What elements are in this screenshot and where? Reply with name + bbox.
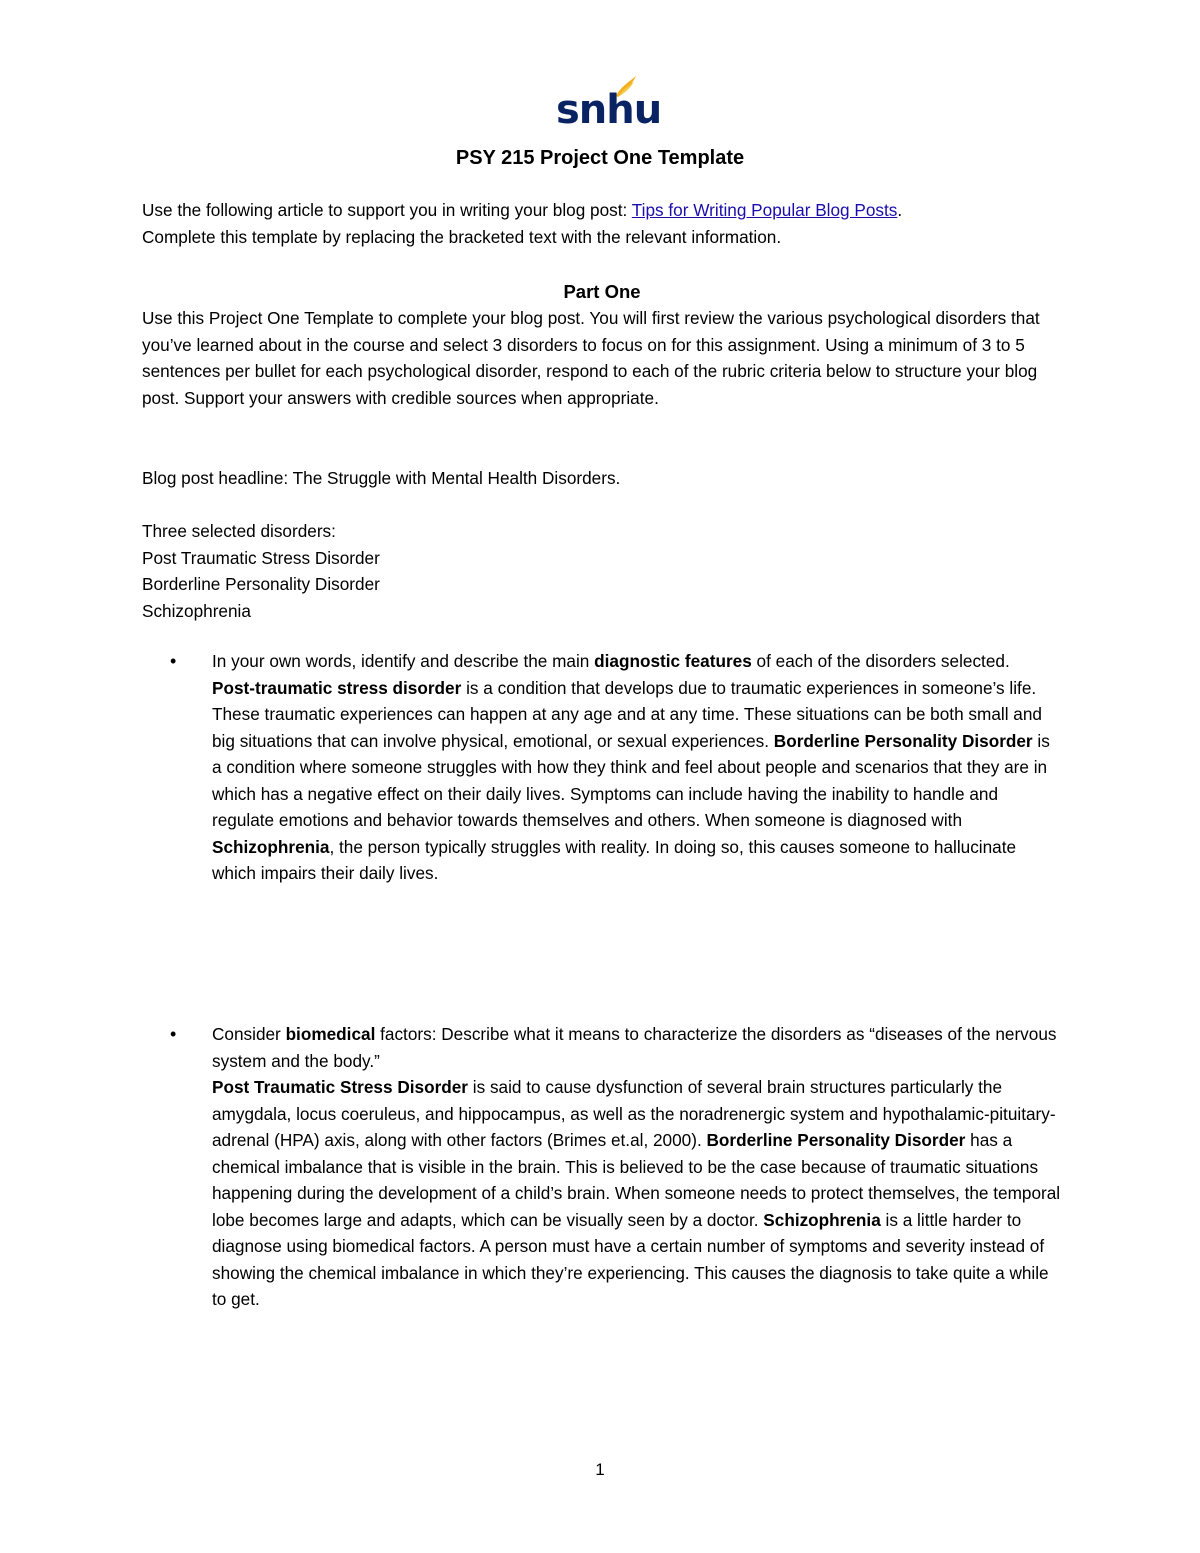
selected-disorders: [142, 518, 1062, 624]
disorder-term: Post Traumatic Stress Disorder: [212, 1077, 468, 1097]
part-one-paragraph: Use this Project One Template to complete your blog post. You will first review the various psychological disorders that you’ve learned about in the course and select 3 disorders to focus on for this assignment. Using a minimum of 3 to 5 sentences per bullet for each psychological disorder, respond to each of the rubric criteria below to structure your blog post. Support your answers with credible sources when appropriate.: [142, 308, 1040, 408]
part-one-heading: Part One: [563, 281, 641, 302]
bullet-icon: •: [170, 1024, 177, 1044]
answer-text: is said to cause dysfunction of several brain structures particularly the amygdala, locus coeruleus, and hippocampus, as well as the noradrenergic system and hypothalamic-pituitary-adrenal (HPA) axis, along with other factors (Brimes et.al, 2000).: [212, 1077, 1056, 1150]
answer-text: has a chemical imbalance that is visible in the brain. This is believed to be the case because of traumatic situations happening during the development of a child’s brain. When someone needs to protect themselves, the temporal lobe becomes large and adapts, which can be visually seen by a doctor.: [212, 1130, 1061, 1230]
bullet-body: [212, 1021, 1062, 1313]
answer-text: is a condition that develops due to traumatic experiences in someone’s life. These traumatic experiences can happen at any age and at any time. These situations can be both small and big situations that can involve physical, emotional, or sexual experiences.: [212, 677, 1042, 751]
intro-text: [142, 197, 1062, 250]
snhu-logo: [556, 74, 662, 134]
page-number: 1: [595, 1460, 605, 1479]
blog-headline: Blog post headline: The Struggle with Mental Health Disorders.: [142, 468, 621, 488]
prompt-text: Consider: [212, 1024, 286, 1044]
selected-item: Post Traumatic Stress Disorder: [142, 547, 380, 568]
selected-item: Schizophrenia: [142, 600, 251, 621]
prompt-text: of each of the disorders selected.: [751, 651, 1010, 671]
intro-suffix: .: [897, 200, 903, 220]
answer-text: , the person typically struggles with reality. In doing so, this causes someone to hallucinate which impairs their daily lives.: [212, 836, 1017, 883]
bullet-answer: [212, 675, 1062, 887]
disorder-term: Schizophrenia: [212, 836, 330, 857]
logo-text: snhu: [556, 87, 662, 133]
selected-label: Three selected disorders:: [142, 521, 336, 541]
selected-item: Borderline Personality Disorder: [142, 574, 380, 594]
bullet-prompt: [212, 1021, 1062, 1074]
intro-prefix: Use the following article to support you in writing your blog post:: [142, 200, 632, 220]
prompt-keyword: biomedical: [285, 1024, 376, 1044]
disorder-term: Borderline Personality Disorder: [706, 1130, 966, 1150]
answer-text: is a condition where someone struggles with how they think and feel about people and scenarios that they are in which has a negative effect on their daily lives. Symptoms can include having the inability to handle and regulate emotions and behavior towards themselves and others. When someone is diagnosed with: [212, 730, 1050, 830]
bullet-icon: •: [170, 651, 177, 671]
prompt-text: factors: Describe what it means to characterize the disorders as “diseases of the nervous system and the body.”: [212, 1024, 1057, 1071]
disorder-term: Borderline Personality Disorder: [773, 730, 1033, 751]
prompt-keyword: diagnostic features: [594, 651, 752, 671]
bullet-body: [212, 648, 1062, 887]
disorder-term: Post-traumatic stress disorder: [212, 677, 462, 698]
page-title: PSY 215 Project One Template: [455, 147, 745, 169]
disorder-term: Schizophrenia: [763, 1209, 881, 1230]
bullet-prompt: [212, 648, 1062, 675]
article-link[interactable]: Tips for Writing Popular Blog Posts: [631, 200, 898, 220]
intro-line-1: [142, 197, 1062, 224]
answer-text: is a little harder to diagnose using biomedical factors. A person must have a certain number of symptoms and severity instead of showing the chemical imbalance in which they’re experiencing. This causes the diagnosis to take quite a while to get.: [212, 1209, 1049, 1309]
prompt-text: In your own words, identify and describe the main: [212, 651, 595, 671]
intro-line-2: Complete this template by replacing the bracketed text with the relevant information.: [142, 226, 782, 247]
bullet-answer: [212, 1074, 1062, 1313]
